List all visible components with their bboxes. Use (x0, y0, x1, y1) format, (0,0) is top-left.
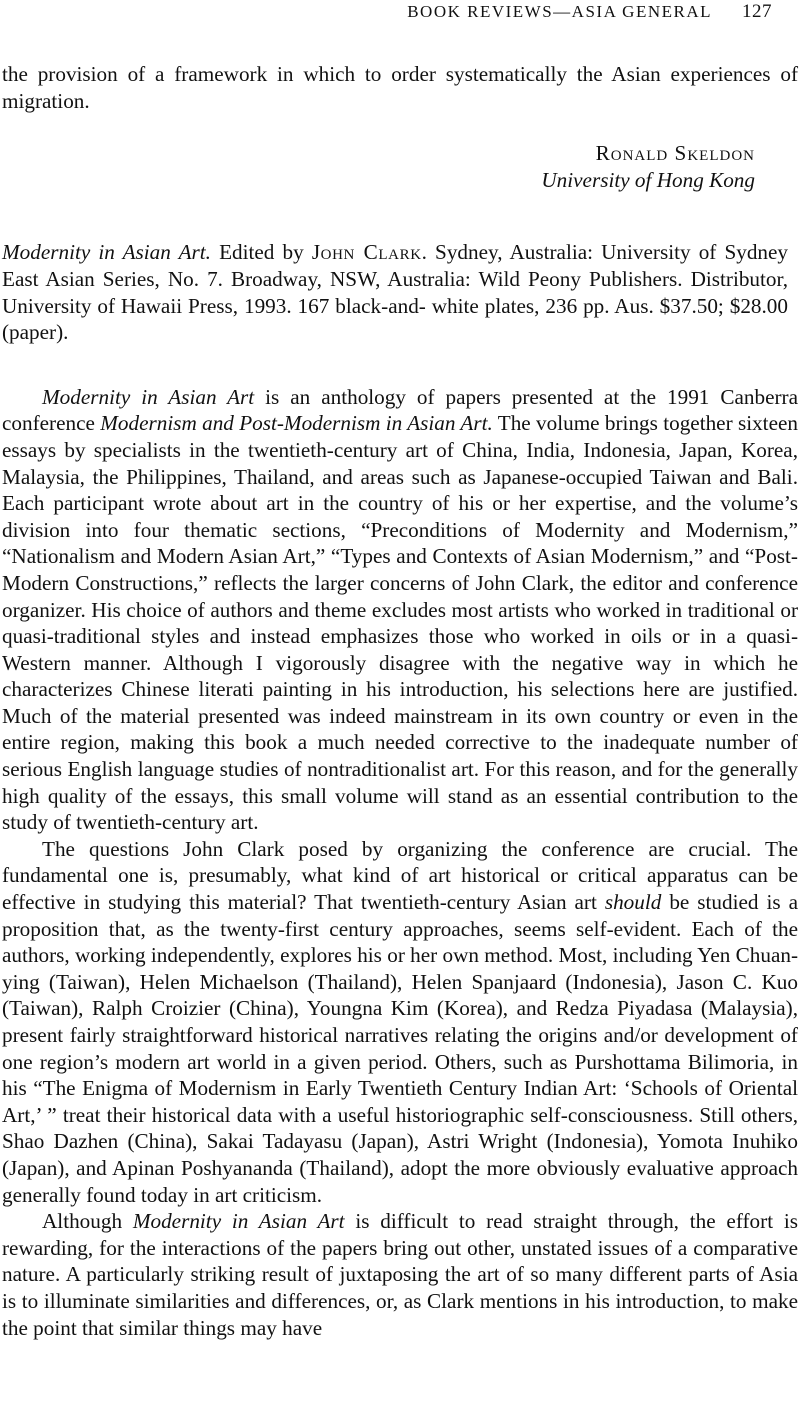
citation-book-title: Modernity in Asian Art. (2, 240, 211, 265)
paragraph-text: is difficult to read straight through, the effort is rewarding, for the interactions of the papers bring out other, unstated issues of a comparative nature. A particularly striking result of juxtaposing the art of so many different parts of Asia is to illuminate similarities and differences, or, as Clark mentions in his introduction, to make the point that similar things may have (2, 1209, 799, 1340)
reviewer-name: Ronald Skeldon (595, 141, 755, 166)
citation-details: . Sydney, Australia: University of Sydney East Asian Series, No. 7. Broadway, NSW, Australia: Wild Peony Publishers. Distributor, University of Hawaii Press, 1993. 167 black-and- white plates, 236 pp. Aus. $37.50; $28.00 (paper). (2, 240, 789, 345)
paragraph-text: The questions John Clark posed by organizing the conference are crucial. The fundamental one is, presumably, what kind of art historical or critical apparatus can be effective in studying this material? That twentieth-century Asian art (2, 836, 798, 915)
review-paragraph-3 (2, 1208, 798, 1341)
paragraph-text: is an anthology of papers presented at the 1991 Canberra conference (2, 384, 798, 436)
citation-editor: John Clark (311, 240, 422, 265)
review-body (2, 384, 798, 1341)
page-content (2, 61, 798, 1341)
paragraph-text: The volume brings together sixteen essays by specialists in the twentieth-century art of China, India, Indonesia, Japan, Korea, Malaysia, the Philippines, Thailand, and areas such as Japanese-occupied Taiwan and Bali. Each participant wrote about art in the country of his or her expertise, and the volume’s division into four thematic sections, “Preconditions of Modernity and Modernism,” “Nationalism and Modern Asian Art,” “Types and Contexts of Asian Modernism,” and “Post-Modern Constructions,” reflects the larger concerns of John Clark, the editor and conference organizer. His choice of authors and theme excludes most artists who worked in traditional or quasi-traditional styles and instead emphasizes those who worked in oils or in a quasi-Western manner. Although I vigorously disagree with the negative way in which he characterizes Chinese literati painting in his introduction, his selections here are justified. Much of the material presented was indeed mainstream in its own country or even in the entire region, making this book a much needed corrective to the inadequate number of serious English language studies of nontraditionalist art. For this reason, and for the generally high quality of the essays, this small volume will stand as an essential contribution to the study of twentieth-century art. (2, 411, 798, 835)
book-citation (2, 239, 788, 345)
running-header (407, 0, 772, 24)
paragraph-text: Although (42, 1209, 133, 1234)
page-number: 127 (742, 1, 772, 22)
conference-title-ref: Modernism and Post-Modernism in Asian Art. (100, 411, 493, 436)
book-title-ref: Modernity in Asian Art (132, 1209, 345, 1234)
paragraph-text: be studied is a proposition that, as the twenty-first century approaches, seems self-evident. Each of the authors, working independently, explores his or her own method. Most, including Yen Chuan-ying (Taiwan), Helen Michaelson (Thailand), Helen Spanjaard (Indonesia), Jason C. Kuo (Taiwan), Ralph Croizier (China), Youngna Kim (Korea), and Redza Piyadasa (Malaysia), present fairly straightforward historical narratives relating the origins and/or development of one region’s modern art world in a given period. Others, such as Purshottama Bilimoria, in his “The Enigma of Modernism in Early Twentieth Century Indian Art: ‘Schools of Oriental Art,’ ” treat their historical data with a useful historiographic self-consciousness. Still others, Shao Dazhen (China), Sakai Tadayasu (Japan), Astri Wright (Indonesia), Yomota Inuhiko (Japan), and Apinan Poshyananda (Thailand), adopt the more obviously evaluative approach generally found today in art criticism. (2, 890, 798, 1207)
review-paragraph-2 (2, 836, 798, 1208)
emphasis: should (604, 890, 662, 915)
book-title-ref: Modernity in Asian Art (42, 384, 255, 409)
review-paragraph-1 (2, 384, 798, 836)
citation-edited-by: Edited by (219, 240, 304, 265)
previous-review-closing: the provision of a framework in which to order systematically the Asian experiences of migration. (2, 62, 798, 113)
running-title: BOOK REVIEWS—ASIA GENERAL (407, 2, 712, 21)
reviewer-signature (2, 140, 755, 193)
reviewer-affiliation: University of Hong Kong (541, 167, 755, 192)
